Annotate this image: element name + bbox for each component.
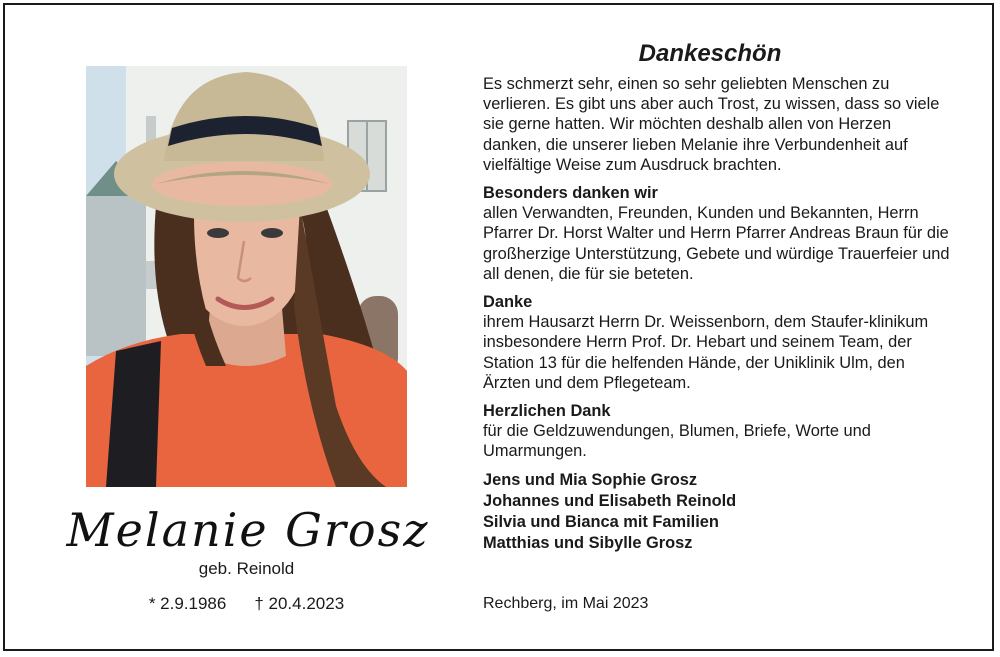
death-date: † 20.4.2023 (254, 594, 345, 613)
section-thanks-especially (483, 183, 953, 284)
left-eye (207, 228, 229, 238)
signature-line: Jens und Mia Sophie Grosz (483, 470, 698, 489)
section-heartfelt-thanks (483, 401, 953, 462)
tower (86, 196, 146, 356)
section-text: für die Geldzuwendungen, Blumen, Briefe, Worte und Umarmungen. (483, 422, 871, 461)
place-and-date: Rechberg, im Mai 2023 (483, 595, 649, 612)
birth-date: * 2.9.1986 (148, 594, 227, 613)
right-eye (261, 228, 283, 238)
notice-body (483, 74, 953, 554)
signature-line: Silvia und Bianca mit Familien (483, 513, 719, 532)
signature-line: Johannes und Elisabeth Reinold (483, 491, 737, 510)
intro-paragraph: Es schmerzt sehr, einen so sehr geliebten Menschen zu verlieren. Es gibt uns aber auch Trost, zu wissen, dass so viele sie gerne hatten. Wir möchten deshalb allen von Herzen danken, die unserer lieben Melanie ihre Verbundenheit auf vielfältige Weise zum Ausdruck brachten. (483, 75, 940, 174)
signature-line: Matthias und Sibylle Grosz (483, 534, 693, 553)
maiden-name: geb. Reinold (198, 559, 295, 578)
life-dates (86, 594, 407, 614)
section-text: allen Verwandten, Freunden, Kunden und Bekannten, Herrn Pfarrer Dr. Horst Walter und Herrn Pfarrer Andreas Braun für die großherzige Unterstützung, Gebete und würdige Trauerfeier und all denen, die für sie beteten. (483, 204, 950, 283)
section-heading: Herzlichen Dank (483, 402, 611, 421)
section-thanks (483, 292, 953, 393)
section-text: ihrem Hausarzt Herrn Dr. Weissenborn, dem Staufer-klinikum insbesondere Herrn Prof. Dr. Hebart und seinem Team, der Station 13 für die helfenden Hände, der Uniklinik Ulm, den Ärzten und dem Pflegeteam. (483, 313, 929, 392)
notice-heading: Dankeschön (638, 40, 782, 67)
signatures (483, 470, 953, 555)
portrait-photo (86, 66, 407, 487)
portrait-illustration (86, 66, 407, 487)
deceased-name: Melanie Grosz (66, 503, 430, 557)
section-heading: Besonders danken wir (483, 184, 658, 203)
section-heading: Danke (483, 293, 533, 312)
